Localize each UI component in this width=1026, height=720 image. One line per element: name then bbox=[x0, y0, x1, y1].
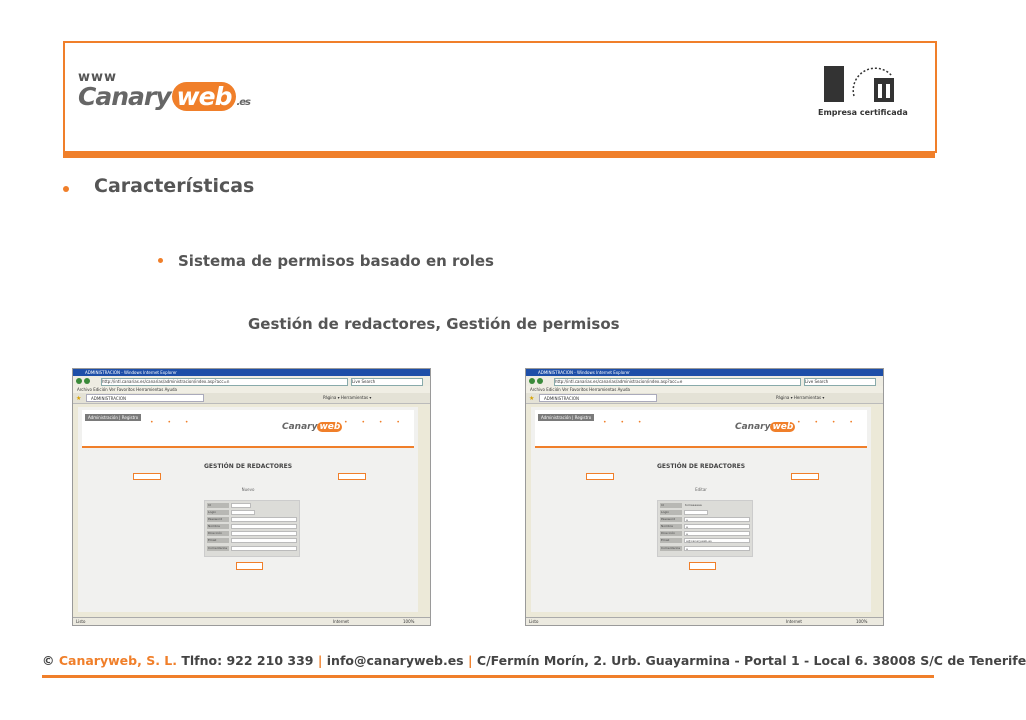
ie-menubar[interactable]: Archivo Edición Ver Favoritos Herramientas Ayuda bbox=[526, 386, 883, 393]
field-label: Login bbox=[660, 510, 682, 515]
certification-label: Empresa certificada bbox=[818, 108, 908, 117]
field-label: Comentarios bbox=[208, 546, 228, 550]
logo-www: www bbox=[78, 70, 118, 85]
email-field[interactable] bbox=[231, 538, 297, 543]
footer-separator: | bbox=[467, 653, 473, 668]
field-label: Nombre bbox=[207, 524, 229, 529]
forward-icon[interactable] bbox=[537, 378, 543, 384]
form-row bbox=[660, 503, 750, 508]
site-banner bbox=[82, 410, 414, 448]
banner-logo-b: web bbox=[772, 422, 794, 432]
form-row bbox=[660, 510, 750, 515]
left-action-button[interactable] bbox=[133, 473, 161, 480]
banner-nav[interactable]: Administración | Registro bbox=[85, 414, 141, 421]
favorites-star-icon[interactable]: ★ bbox=[76, 395, 82, 402]
form-row bbox=[207, 503, 297, 508]
ie-addressbar bbox=[526, 376, 883, 386]
ie-menubar[interactable]: Archivo Edición Ver Favoritos Herramientas Ayuda bbox=[73, 386, 430, 393]
status-text: Listo bbox=[76, 619, 86, 624]
password-field[interactable] bbox=[231, 517, 297, 522]
field-label: Email bbox=[660, 538, 682, 543]
web-page bbox=[78, 407, 418, 612]
field-label: Password bbox=[207, 517, 229, 522]
field-label: Dirección bbox=[207, 531, 229, 536]
banner-dots-right: • • • • bbox=[344, 419, 406, 426]
zone-indicator: Internet bbox=[333, 619, 349, 624]
right-action-button[interactable] bbox=[791, 473, 819, 480]
right-action-button[interactable] bbox=[338, 473, 366, 480]
form-row bbox=[207, 517, 297, 522]
field-label: Nombre bbox=[660, 524, 682, 529]
field-label: Email bbox=[207, 538, 229, 543]
banner-dots-left: • • • bbox=[150, 419, 195, 426]
browser-screenshot-nuevo bbox=[72, 368, 431, 626]
header-divider bbox=[63, 151, 935, 158]
form-row bbox=[207, 531, 297, 536]
form-row bbox=[660, 546, 750, 551]
phone-label: Tlfno: bbox=[181, 653, 223, 668]
form-row bbox=[207, 546, 297, 551]
form-row bbox=[207, 538, 297, 543]
form-row bbox=[660, 517, 750, 522]
forward-icon[interactable] bbox=[84, 378, 90, 384]
comentarios-field[interactable] bbox=[231, 546, 297, 551]
company-name: Canaryweb, S. L. bbox=[58, 653, 178, 668]
login-field[interactable] bbox=[231, 510, 255, 515]
form-row bbox=[207, 524, 297, 529]
footer-separator: | bbox=[317, 653, 323, 668]
canaryweb-logo bbox=[78, 70, 251, 118]
bullet-level1 bbox=[63, 186, 69, 192]
postal-address: C/Fermín Morín, 2. Urb. Guayarmina - Portal 1 - Local 6. 38008 S/C de Tenerife bbox=[476, 653, 1026, 668]
submit-button[interactable] bbox=[689, 562, 716, 570]
field-label: Id bbox=[660, 503, 682, 508]
ie-tabbar bbox=[526, 393, 883, 404]
field-label: Id bbox=[207, 503, 229, 508]
dnv-badge-icon bbox=[848, 66, 898, 104]
form-row bbox=[660, 531, 750, 536]
logo-name-a: Canary bbox=[78, 82, 171, 111]
field-label: Login bbox=[207, 510, 229, 515]
une-badge-icon bbox=[824, 66, 844, 102]
submit-button[interactable] bbox=[236, 562, 263, 570]
toolbar-tools[interactable]: Página ▾ Herramientas ▾ bbox=[323, 395, 372, 400]
banner-dots-left: • • • bbox=[603, 419, 648, 426]
back-icon[interactable] bbox=[76, 378, 82, 384]
left-action-button[interactable] bbox=[586, 473, 614, 480]
ie-titlebar: ADMINISTRACION - Windows Internet Explorer bbox=[73, 369, 430, 376]
favorites-star-icon[interactable]: ★ bbox=[529, 395, 535, 402]
banner-logo-b: web bbox=[319, 422, 341, 432]
form-title: Editar bbox=[695, 487, 707, 492]
nombre-field[interactable] bbox=[231, 524, 297, 529]
address-input[interactable]: http://intl.canarias.es/canarias/administracion/index.asp?acc=n bbox=[101, 378, 348, 386]
logo-tld: .es bbox=[236, 97, 251, 108]
contact-email: info@canaryweb.es bbox=[326, 653, 464, 668]
password-field[interactable]: a bbox=[684, 517, 750, 522]
direccion-field[interactable]: a bbox=[684, 531, 750, 536]
ie-statusbar bbox=[526, 617, 883, 625]
email-field[interactable]: a@canaryweb.es bbox=[684, 538, 750, 543]
id-field[interactable] bbox=[231, 503, 251, 508]
form-row bbox=[660, 524, 750, 529]
comentarios-field[interactable]: a bbox=[684, 546, 750, 551]
logo-name-b: web bbox=[172, 82, 237, 111]
field-label: Dirección bbox=[660, 531, 682, 536]
bullet-level2 bbox=[158, 258, 163, 263]
field-label: Comentarios bbox=[661, 546, 681, 550]
field-label: Password bbox=[660, 517, 682, 522]
web-page bbox=[531, 407, 871, 612]
page-title: GESTIÓN DE REDACTORES bbox=[656, 463, 746, 470]
zone-indicator: Internet bbox=[786, 619, 802, 624]
back-icon[interactable] bbox=[529, 378, 535, 384]
ie-addressbar bbox=[73, 376, 430, 386]
banner-dots-right: • • • • bbox=[797, 419, 859, 426]
ie-titlebar: ADMINISTRACION - Windows Internet Explorer bbox=[526, 369, 883, 376]
certification-seal bbox=[818, 66, 908, 124]
ie-statusbar bbox=[73, 617, 430, 625]
banner-logo bbox=[735, 422, 795, 432]
ie-tabbar bbox=[73, 393, 430, 404]
slide-heading: Características bbox=[94, 175, 255, 197]
redactor-form bbox=[657, 500, 753, 557]
banner-nav[interactable]: Administración | Registro bbox=[538, 414, 594, 421]
status-text: Listo bbox=[529, 619, 539, 624]
login-field[interactable] bbox=[684, 510, 708, 515]
phone-number: 922 210 339 bbox=[226, 653, 314, 668]
slide-detail: Gestión de redactores, Gestión de permisos bbox=[248, 315, 620, 333]
copyright-symbol: © bbox=[42, 653, 55, 668]
form-title: Nuevo bbox=[241, 487, 255, 492]
tab-administracion[interactable]: ADMINISTRACION bbox=[86, 394, 204, 402]
address-input[interactable]: http://intl.canarias.es/canarias/administracion/index.asp?acc=e bbox=[554, 378, 801, 386]
toolbar-tools[interactable]: Página ▾ Herramientas ▾ bbox=[776, 395, 825, 400]
footer-contact bbox=[42, 653, 1026, 668]
slide-subheading: Sistema de permisos basado en roles bbox=[178, 252, 494, 270]
page-title: GESTIÓN DE REDACTORES bbox=[203, 463, 293, 470]
browser-screenshot-editar bbox=[525, 368, 884, 626]
redactor-form bbox=[204, 500, 300, 557]
nombre-field[interactable]: a bbox=[684, 524, 750, 529]
zoom-level[interactable]: 100% bbox=[403, 619, 415, 624]
direccion-field[interactable] bbox=[231, 531, 297, 536]
form-row bbox=[207, 510, 297, 515]
logo-name bbox=[78, 82, 250, 111]
search-input[interactable]: Live Search bbox=[804, 378, 876, 386]
banner-logo-a: Canary bbox=[735, 422, 771, 432]
zoom-level[interactable]: 100% bbox=[856, 619, 868, 624]
banner-logo bbox=[282, 422, 342, 432]
id-field: tomasaaaa bbox=[685, 503, 702, 507]
footer-divider bbox=[42, 675, 934, 678]
tab-administracion[interactable]: ADMINISTRACION bbox=[539, 394, 657, 402]
search-input[interactable]: Live Search bbox=[351, 378, 423, 386]
banner-logo-a: Canary bbox=[282, 422, 318, 432]
site-banner bbox=[535, 410, 867, 448]
form-row bbox=[660, 538, 750, 543]
